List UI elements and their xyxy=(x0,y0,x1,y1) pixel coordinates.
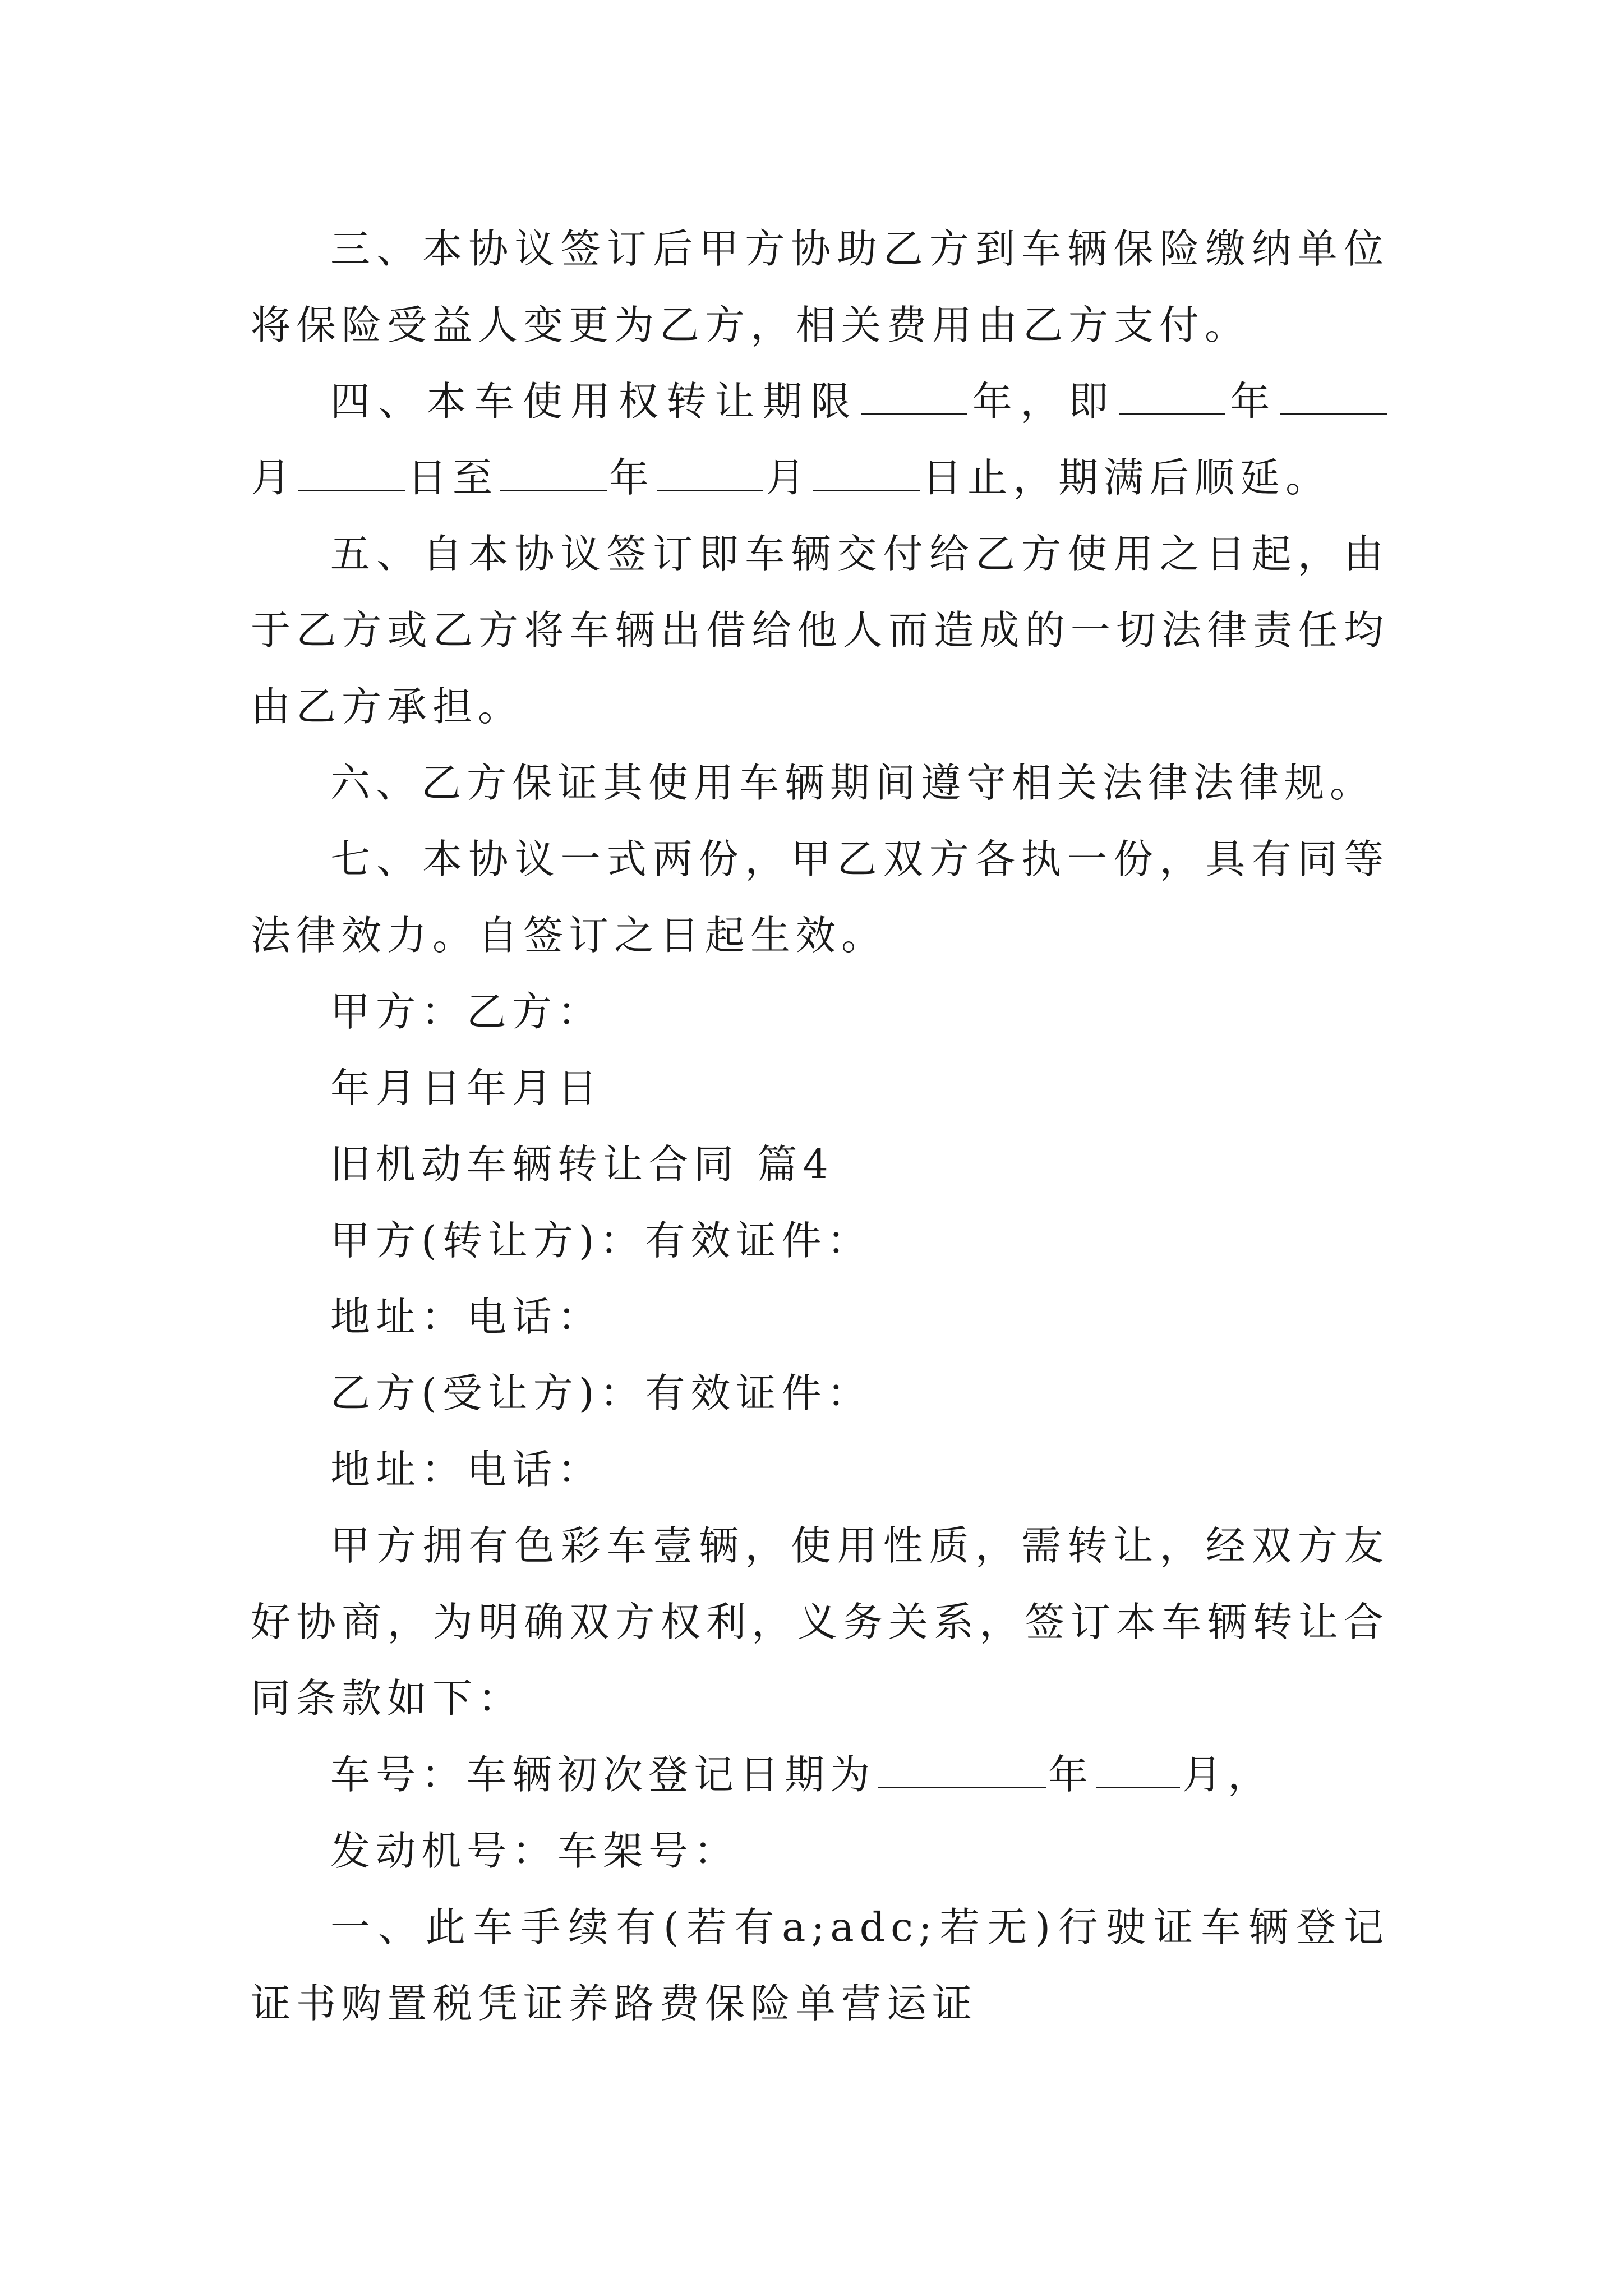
text-fragment: 年 xyxy=(1048,1751,1094,1798)
blank-line xyxy=(1119,380,1225,415)
blank-line xyxy=(500,456,607,491)
text-fragment: 月， xyxy=(1182,1751,1274,1798)
text-fragment: 月 xyxy=(766,454,811,501)
paragraph-clause-4 xyxy=(251,364,1389,516)
paragraph-clause-3: 三、本协议签订后甲方协助乙方到车辆保险缴纳单位将保险受益人变更为乙方，相关费用由乙方支付。 xyxy=(251,226,1389,348)
blank-line xyxy=(878,1753,1046,1788)
paragraph-signature-parties: 甲方：乙方： xyxy=(330,988,603,1035)
text-fragment: 四、本车使用权转让期限 xyxy=(330,378,859,425)
paragraph-clause-5: 五、自本协议签订即车辆交付给乙方使用之日起，由于乙方或乙方将车辆出借给他人而造成的一切法律责任均由乙方承担。 xyxy=(251,531,1389,730)
paragraph-engine-number: 发动机号：车架号： xyxy=(330,1828,740,1874)
paragraph-clause-1: 一、此车手续有(若有a;adc;若无)行驶证车辆登记证书购置税凭证养路费保险单营运证 xyxy=(251,1904,1389,2027)
paragraph-clause-7: 七、本协议一式两份，甲乙双方各执一份，具有同等法律效力。自签订之日起生效。 xyxy=(251,836,1389,959)
paragraph-clause-6: 六、乙方保证其使用车辆期间遵守相关法律法律规。 xyxy=(330,760,1376,806)
paragraph-signature-dates: 年月日年月日 xyxy=(330,1065,603,1111)
paragraph-intro: 甲方拥有色彩车壹辆，使用性质，需转让，经双方友好协商，为明确双方权利，义务关系，签订本车辆转让合同条款如下： xyxy=(251,1522,1389,1722)
blank-line xyxy=(1096,1753,1180,1788)
paragraph-party-a-address: 地址：电话： xyxy=(330,1294,603,1340)
blank-line xyxy=(813,456,920,491)
text-fragment: 年，即 xyxy=(970,378,1117,425)
paragraph-party-a: 甲方(转让方)：有效证件： xyxy=(330,1217,873,1264)
blank-line xyxy=(861,380,967,415)
text-fragment: 月 xyxy=(251,454,297,501)
paragraph-vehicle-number xyxy=(251,1737,1389,1813)
section-heading: 旧机动车辆转让合同 篇4 xyxy=(330,1141,834,1188)
text-fragment: 日至 xyxy=(407,454,499,501)
document-body xyxy=(251,211,1389,2042)
blank-line xyxy=(298,456,405,491)
paragraph-party-b-address: 地址：电话： xyxy=(330,1446,603,1493)
blank-line xyxy=(657,456,763,491)
paragraph-party-b: 乙方(受让方)：有效证件： xyxy=(330,1370,873,1416)
text-fragment: 日止，期满后顺延。 xyxy=(922,454,1331,501)
text-fragment: 年 xyxy=(1227,378,1278,425)
text-fragment: 车号：车辆初次登记日期为 xyxy=(330,1751,876,1798)
text-fragment: 年 xyxy=(609,454,655,501)
blank-line xyxy=(1280,380,1387,415)
